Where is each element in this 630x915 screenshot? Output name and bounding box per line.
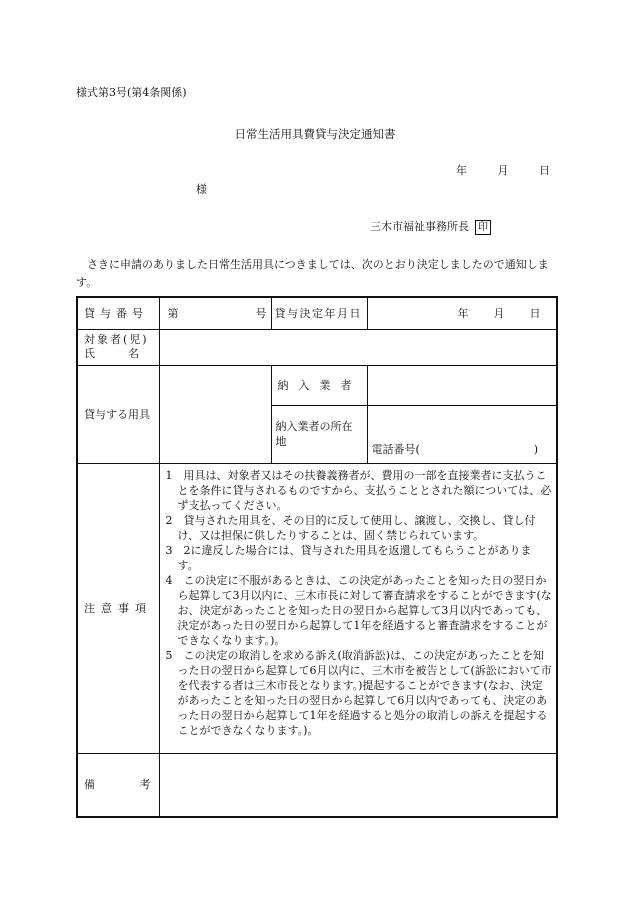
note-item-2: 2 貸与された用具を、その目的に反して使用し、譲渡し、交換し、貸し付け、又は担保に供したりすることは、固く禁じられています。 bbox=[165, 513, 536, 542]
row-remarks bbox=[77, 753, 557, 817]
decision-date-label: 貸与決定年月日 bbox=[274, 306, 362, 320]
form-number: 様式第3号(第4条関係) bbox=[76, 86, 187, 99]
issue-date-month: 月 bbox=[497, 164, 509, 177]
decision-date-label-cell bbox=[271, 297, 367, 329]
note-item-4: 4 この決定に不服があるときは、この決定があったことを知った日の翌日から起算して3月以内に、三木市長に対して審査請求をすることができます(なお、決定があったことを知った日の翌日から起算して3月以内であっても、決定があった日の翌日から起算して1年を経過すると審査請求をすることができなくなります。)。 bbox=[165, 573, 552, 647]
remarks-label-2: 考 bbox=[139, 778, 151, 792]
intro-text: さきに申請のありました日常生活用具につきましては、次のとおり決定しましたので通知します。 bbox=[76, 258, 549, 289]
row-target-person bbox=[77, 329, 557, 365]
loan-number-label: 貸与番号 bbox=[84, 306, 148, 320]
issue-date-day: 日 bbox=[539, 164, 550, 177]
supplier-address-label-cell bbox=[271, 405, 367, 463]
number-prefix: 第 bbox=[167, 306, 179, 320]
note-item-3: 3 2に違反した場合には、貸与された用具を返還してもらうことがあります。 bbox=[165, 543, 532, 572]
target-label-line2: 氏 名 bbox=[84, 347, 139, 360]
note-item-5: 5 この決定の取消しを求める訴え(取消訴訟)は、この決定があったことを知った日の翌日から起算して6月以内に、三木市を被告として(訴訟において市を代表する者は三木市長となります。)提起することができます(なお、決定があったことを知った日の翌日から起算して6月以内であっても、決定のあった日の翌日から起算して1年を経過すると処分の取消しの訴えを提起することができなくなります。)。 bbox=[165, 648, 552, 737]
target-label-cell bbox=[77, 329, 159, 365]
row-loan-number bbox=[77, 297, 557, 329]
notes-label: 注意事項 bbox=[84, 601, 152, 615]
remarks-label-1: 備 bbox=[84, 778, 95, 792]
equipment-label: 貸与する用具 bbox=[84, 407, 150, 421]
decision-month: 月 bbox=[493, 306, 505, 320]
target-name-value[interactable] bbox=[159, 329, 557, 365]
loan-number-label-cell bbox=[77, 297, 159, 329]
supplier-address-label: 納入業者の所在地 bbox=[275, 420, 353, 448]
target-label-line1: 対象者(児) bbox=[84, 333, 149, 346]
decision-date-value-cell[interactable] bbox=[367, 297, 557, 329]
row-notes bbox=[77, 463, 557, 753]
number-suffix: 号 bbox=[255, 306, 267, 320]
document-title: 日常生活用具費貸与決定通知書 bbox=[234, 127, 396, 141]
decision-table bbox=[76, 296, 558, 818]
supplier-address-value[interactable] bbox=[367, 405, 557, 463]
phone-close: ) bbox=[533, 442, 538, 456]
supplier-value[interactable] bbox=[367, 365, 557, 405]
issuer-name: 三木市福祉事務所長 bbox=[370, 220, 469, 233]
note-item-1: 1 用具は、対象者又はその扶養義務者が、費用の一部を直接業者に支払うことを条件に貸与されるものですから、支払うこととされた額については、必ず支払ってください。 bbox=[165, 468, 552, 512]
addressee-suffix: 様 bbox=[196, 183, 207, 196]
issuer-line bbox=[370, 218, 491, 235]
decision-day: 日 bbox=[529, 306, 541, 320]
remarks-value[interactable] bbox=[159, 753, 557, 817]
equipment-value[interactable] bbox=[159, 365, 271, 463]
seal-mark: 印 bbox=[475, 220, 491, 235]
notes-body bbox=[159, 463, 557, 753]
phone-label: 電話番号( bbox=[371, 442, 420, 456]
issue-date bbox=[456, 162, 550, 178]
loan-number-value-cell[interactable] bbox=[159, 297, 271, 329]
issue-date-year: 年 bbox=[456, 164, 467, 177]
notes-label-cell bbox=[77, 463, 159, 753]
supplier-label: 納入業者 bbox=[277, 378, 362, 392]
remarks-label-cell bbox=[77, 753, 159, 817]
row-supplier bbox=[77, 365, 557, 405]
decision-year: 年 bbox=[457, 306, 469, 320]
equipment-label-cell bbox=[77, 365, 159, 463]
supplier-label-cell bbox=[271, 365, 367, 405]
